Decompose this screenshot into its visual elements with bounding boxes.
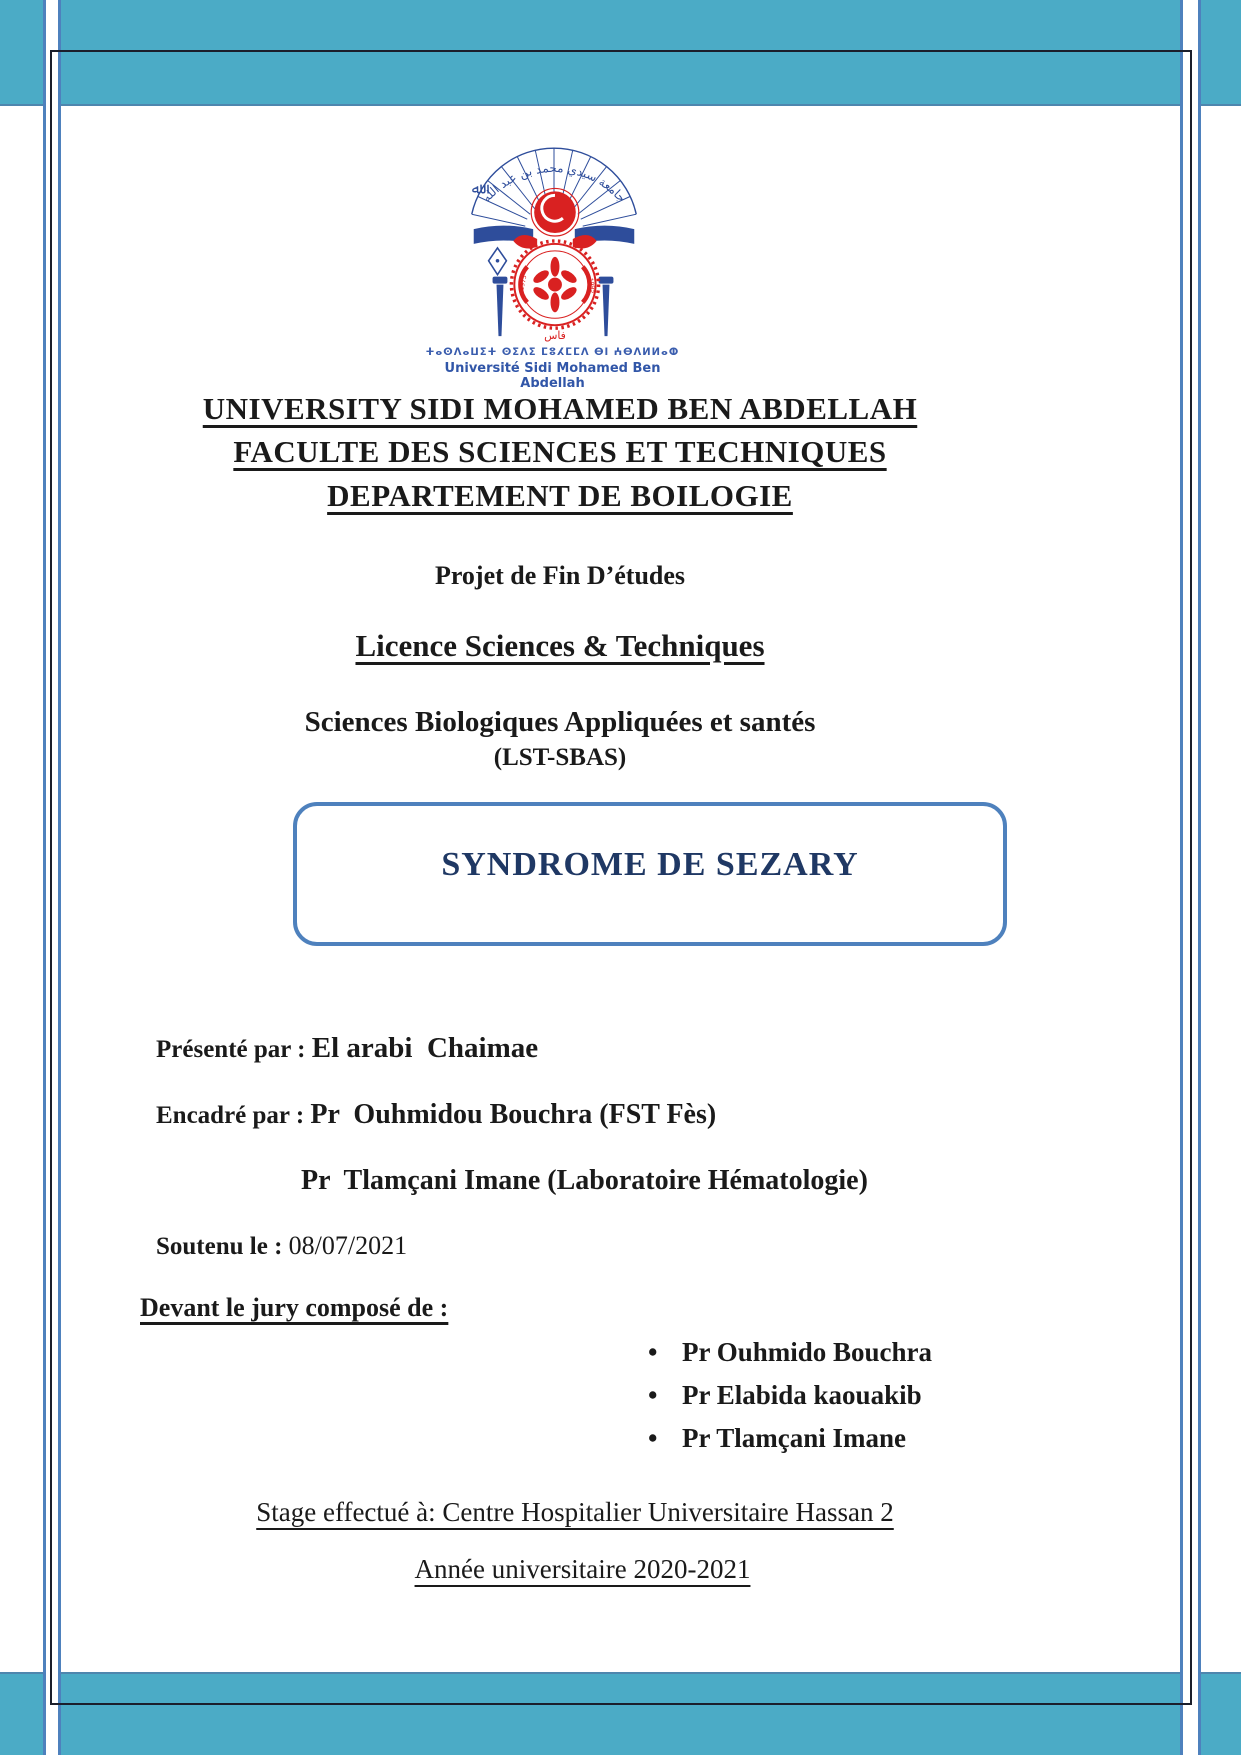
logo-arc-calligraphy: جامعة سيدي محمد بن عبد الله: [479, 160, 629, 205]
degree-name: Licence Sciences & Techniques: [355, 628, 765, 663]
thesis-title: SYNDROME DE SEZARY: [441, 846, 859, 883]
jury-member-name: Pr Elabida kaouakib: [682, 1380, 922, 1410]
supervisor-2-line: [285, 1147, 1241, 1215]
logo-fes-label: فاس: [544, 329, 566, 343]
jury-member: [648, 1380, 1068, 1423]
right-outer-pinstripe: [1198, 0, 1201, 1755]
department-name: DEPARTEMENT DE BOILOGIE: [327, 478, 793, 513]
jury-heading: Devant le jury composé de :: [140, 1293, 449, 1322]
presented-by-label: Présenté par :: [156, 1036, 312, 1063]
supervisor-2: Pr Tlamçani Imane (Laboratoire Hématologie): [301, 1165, 868, 1196]
thesis-title-box: [293, 802, 1007, 946]
university-name: UNIVERSITY SIDI MOHAMED BEN ABDELLAH: [202, 391, 918, 426]
logo-medallion-icon: [531, 188, 579, 236]
supervised-by-line: [140, 1081, 1100, 1149]
presented-by-value: El arabi Chaimae: [311, 1032, 539, 1064]
logo-allah-calligraphy: ﷲ: [471, 179, 481, 198]
logo-pen-icon: [489, 248, 507, 275]
logo-tifinagh-caption: ⵜⴰⵙⴷⴰⵡⵉⵜ ⵙⵉⴷⵉ ⵎⵓⵃⵎⵎⴷ ⴱⵏ ⵄⴱⴷⵍⵍⴰⵀ: [425, 347, 680, 358]
bullet-icon: [648, 1380, 682, 1411]
faculty-name: FACULTE DES SCIENCES ET TECHNIQUES: [233, 434, 887, 469]
project-type: Projet de Fin D’études: [434, 561, 686, 590]
university-logo: [452, 128, 654, 346]
jury-list: [648, 1337, 1068, 1466]
logo-year-left: 1975: [518, 274, 529, 291]
logo-year-right: 1995: [586, 277, 597, 294]
specialty-abbr: (LST-SBAS): [493, 744, 627, 771]
defended-on-date: 08/07/2021: [288, 1231, 408, 1260]
defended-on-line: [140, 1213, 1100, 1279]
bullet-icon: [648, 1337, 682, 1368]
logo-caption: Université Sidi Mohamed Ben Abdellah: [444, 361, 661, 391]
supervisor-1: Pr Ouhmidou Bouchra (FST Fès): [310, 1099, 717, 1130]
left-outer-pinstripe: [43, 0, 46, 1755]
academic-year: Année universitaire 2020-2021: [414, 1554, 751, 1584]
logo-rosette-icon: [511, 241, 598, 328]
defended-on-label: Soutenu le :: [156, 1233, 289, 1260]
supervised-by-label: Encadré par :: [156, 1102, 311, 1129]
presented-by-line: [140, 1014, 1100, 1083]
jury-member-name: Pr Tlamçani Imane: [682, 1423, 907, 1453]
jury-member: [648, 1337, 1068, 1380]
internship-location: Stage effectué à: Centre Hospitalier Universitaire Hassan 2: [256, 1497, 894, 1527]
jury-member-name: Pr Ouhmido Bouchra: [682, 1337, 933, 1367]
bullet-icon: [648, 1423, 682, 1454]
specialty-name: Sciences Biologiques Appliquées et santés: [304, 706, 816, 738]
jury-member: [648, 1423, 1068, 1466]
